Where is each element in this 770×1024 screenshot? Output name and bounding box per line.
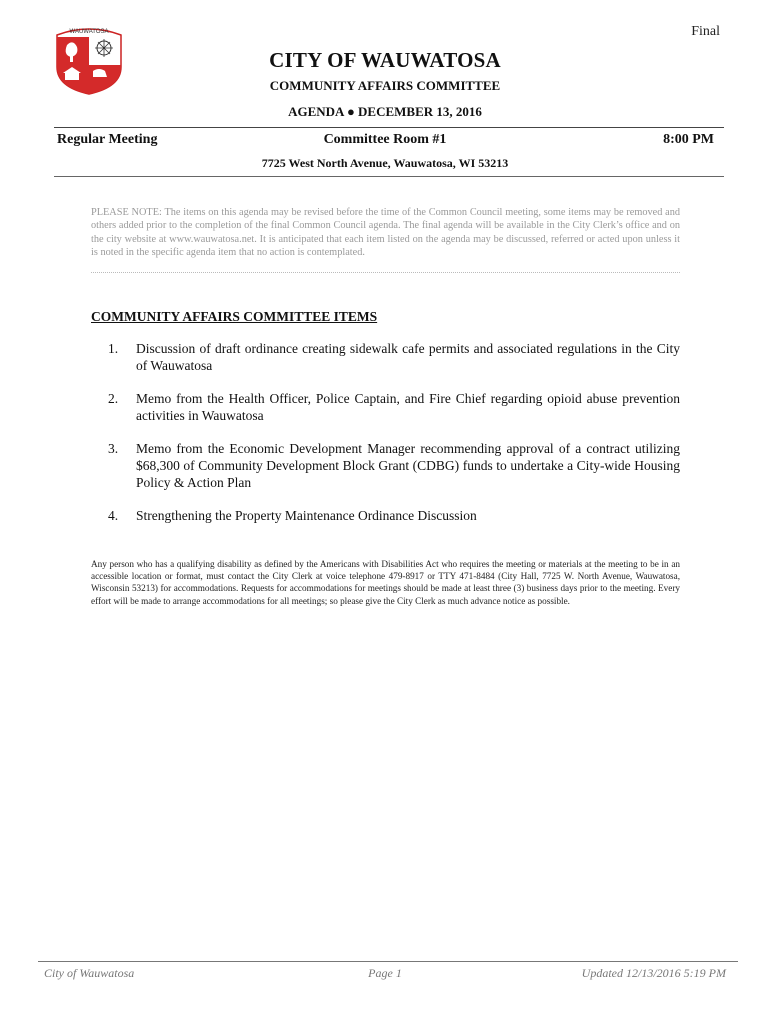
notice-divider	[91, 272, 680, 273]
header-divider	[54, 127, 724, 128]
agenda-item	[108, 507, 680, 524]
document-status: Final	[691, 24, 720, 39]
meeting-room: Committee Room #1	[323, 132, 447, 147]
agenda-item-number: 3.	[108, 441, 119, 456]
agenda-item-number: 1.	[108, 341, 119, 356]
agenda-item-text: Memo from the Health Officer, Police Captain, and Fire Chief regarding opioid abuse prevention activities in Wauwatosa	[136, 391, 680, 423]
agenda-item-number: 4.	[108, 508, 119, 523]
agenda-item-list	[108, 340, 680, 540]
section-heading: COMMUNITY AFFAIRS COMMITTEE ITEMS	[91, 309, 378, 324]
disability-accommodation-notice: Any person who has a qualifying disability as defined by the Americans with Disabilities Act who requires the meeting or materials at the meeting to be in an accessible location or format, must contact the City Clerk at voice telephone 479-8917 or TTY 471-8484 (City Hall, 7725 W. North Avenue, Wauwatosa, Wisconsin 53213) for accommodations. Requests for accommodations for meetings should be made at least three (3) business days prior to the meeting. Every effort will be made to arrange accommodations for all meetings; so please give the City Clerk as much advance notice as possible.	[91, 559, 680, 606]
agenda-date: AGENDA ● DECEMBER 13, 2016	[288, 104, 482, 119]
agenda-item	[108, 440, 680, 491]
city-title: CITY OF WAUWATOSA	[269, 48, 501, 72]
address-divider	[54, 176, 724, 177]
footer-updated-timestamp: Updated 12/13/2016 5:19 PM	[581, 966, 726, 980]
meeting-address: 7725 West North Avenue, Wauwatosa, WI 53213	[261, 156, 509, 170]
agenda-notice: PLEASE NOTE: The items on this agenda may be revised before the time of the Common Council meeting, some items may be removed and others added prior to the completion of the final Common Council agenda. The final agenda will be available in the City Clerk’s office and on the city website at www.wauwatosa.net. It is anticipated that each item listed on the agenda may be discussed, referred or acted upon unless it is noted in the specific agenda item that no action is contemplated.	[91, 207, 680, 258]
committee-name: COMMUNITY AFFAIRS COMMITTEE	[269, 78, 501, 93]
footer-divider	[38, 961, 738, 962]
meeting-time: 8:00 PM	[663, 132, 714, 147]
agenda-item	[108, 340, 680, 374]
agenda-item	[108, 390, 680, 424]
footer-page-number: Page 1	[368, 966, 402, 980]
footer-city: City of Wauwatosa	[44, 966, 135, 980]
meeting-type: Regular Meeting	[57, 132, 158, 147]
agenda-item-text: Discussion of draft ordinance creating sidewalk cafe permits and associated regulations in the City of Wauwatosa	[136, 341, 680, 373]
svg-text:WAUWATOSA: WAUWATOSA	[69, 29, 109, 35]
agenda-item-text: Strengthening the Property Maintenance Ordinance Discussion	[136, 508, 477, 523]
agenda-item-text: Memo from the Economic Development Manager recommending approval of a contract utilizing $68,300 of Community Development Block Grant (CDBG) funds to undertake a City-wide Housing Policy & Action Plan	[136, 441, 680, 490]
agenda-item-number: 2.	[108, 391, 119, 406]
